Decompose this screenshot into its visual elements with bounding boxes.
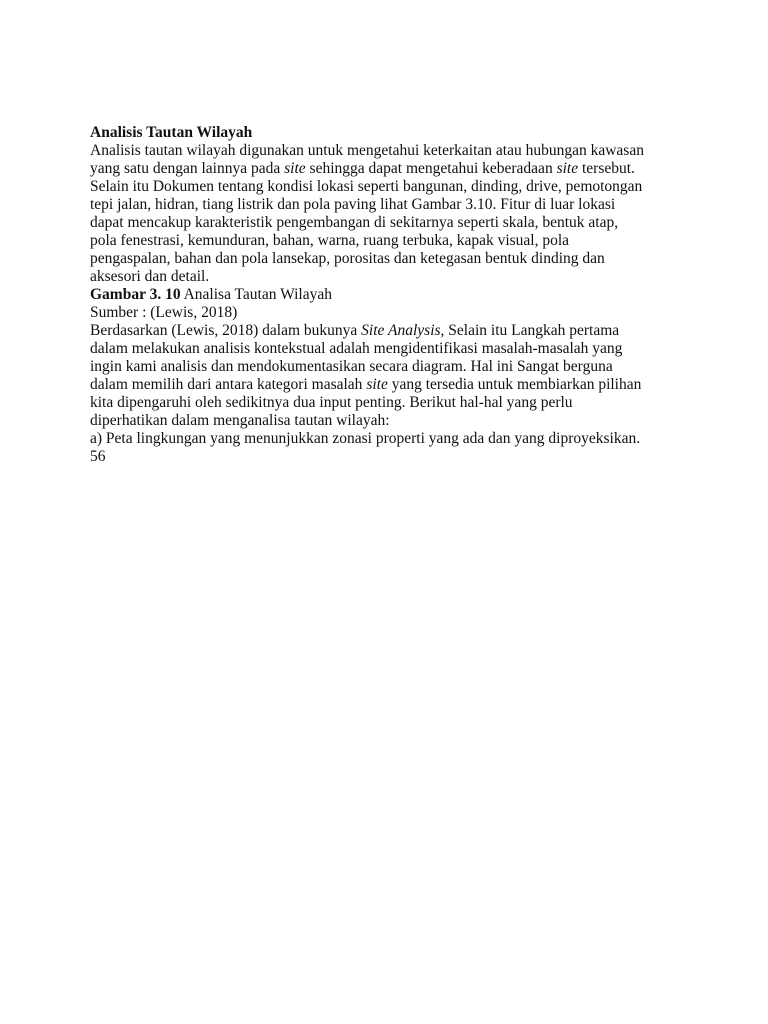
text-run: sehingga dapat mengetahui keberadaan: [305, 160, 557, 177]
text-run: Berdasarkan (Lewis, 2018) dalam bukunya: [90, 322, 362, 339]
paragraph-intro: [90, 142, 710, 286]
paragraph-line: dapat mencakup karakteristik pengembangan di sekitarnya seperti skala, bentuk atap,: [90, 214, 619, 231]
paragraph-line: kita dipengaruhi oleh sedikitnya dua input penting. Berikut hal-hal yang perlu: [90, 394, 573, 411]
paragraph-line: Analisis tautan wilayah digunakan untuk mengetahui keterkaitan atau hubungan kawasan: [90, 142, 644, 159]
paragraph-line: [90, 376, 710, 394]
paragraph-line: pola fenestrasi, kemunduran, bahan, warna, ruang terbuka, kapak visual, pola: [90, 232, 570, 249]
document-page: [90, 124, 710, 466]
text-run: tersebut.: [578, 160, 635, 177]
paragraph-line: pengaspalan, bahan dan pola lansekap, porositas dan ketegasan bentuk dinding dan: [90, 250, 605, 267]
paragraph-line: [90, 160, 710, 178]
paragraph-line: ingin kami analisis dan mendokumentasikan secara diagram. Hal ini Sangat berguna: [90, 358, 613, 375]
figure-caption: [90, 286, 710, 304]
italic-term: site: [556, 160, 579, 177]
paragraph-line: diperhatikan dalam menganalisa tautan wilayah:: [90, 412, 390, 429]
list-item: a) Peta lingkungan yang menunjukkan zonasi properti yang ada dan yang diproyeksikan.: [90, 430, 641, 447]
text-run: , Selain itu Langkah pertama: [440, 322, 620, 339]
page-number: 56: [90, 448, 106, 465]
paragraph-method: [90, 322, 710, 430]
figure-label: Gambar 3. 10: [90, 286, 181, 303]
text-run: yang satu dengan lainnya pada: [90, 160, 285, 177]
text-run: dalam memilih dari antara kategori masalah: [90, 376, 367, 393]
italic-term: site: [284, 160, 306, 177]
paragraph-line: [90, 322, 710, 340]
paragraph-line: dalam melakukan analisis kontekstual adalah mengidentifikasi masalah-masalah yang: [90, 340, 623, 357]
book-title: Site Analysis: [361, 322, 441, 339]
paragraph-line: aksesori dan detail.: [90, 268, 210, 285]
figure-source: Sumber : (Lewis, 2018): [90, 304, 238, 321]
section-heading: Analisis Tautan Wilayah: [90, 124, 253, 141]
italic-term: site: [366, 376, 388, 393]
text-run: yang tersedia untuk membiarkan pilihan: [387, 376, 642, 393]
paragraph-line: tepi jalan, hidran, tiang listrik dan pola paving lihat Gambar 3.10. Fitur di luar lokasi: [90, 196, 616, 213]
paragraph-line: Selain itu Dokumen tentang kondisi lokasi seperti bangunan, dinding, drive, pemotongan: [90, 178, 643, 195]
figure-title: Analisa Tautan Wilayah: [180, 286, 332, 303]
